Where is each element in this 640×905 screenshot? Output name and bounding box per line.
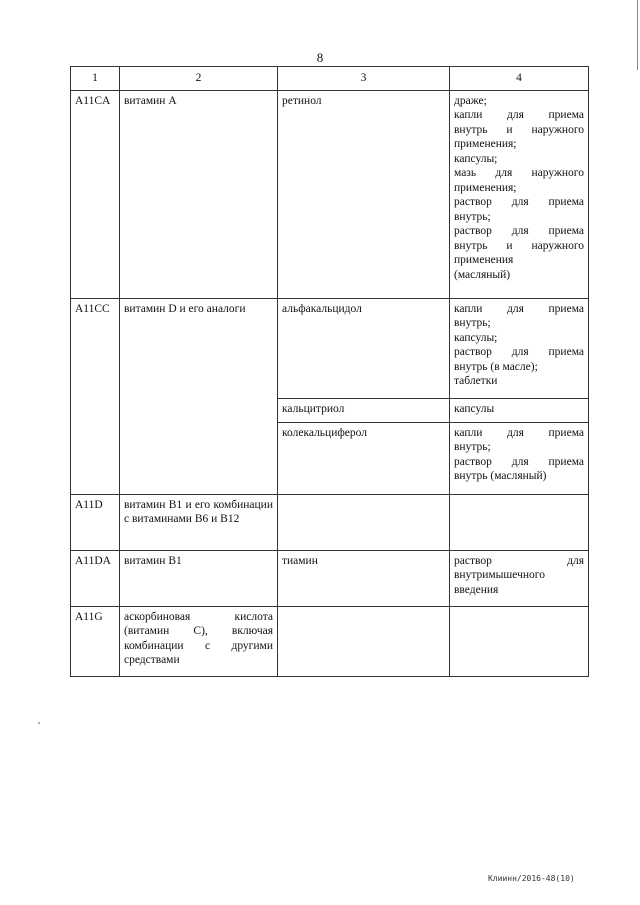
dosage-form-line: раствор для приема [454, 225, 584, 237]
table-row [71, 550, 589, 606]
dosage-form-line: раствор для [454, 554, 584, 567]
atc-code: A11D [71, 494, 120, 550]
dosage-form-line: внутрь (в масле); [454, 360, 538, 373]
dosage-form-line: капсулы [454, 402, 495, 415]
dosage-form-line: капли для приема [454, 426, 584, 439]
table-row [71, 494, 589, 550]
scan-speck [38, 722, 40, 724]
anatomical-group: витамин D и его аналоги [120, 298, 278, 494]
substance-name: тиамин [278, 550, 450, 606]
dosage-forms [450, 550, 589, 606]
dosage-form-line: внутрь (масляный) [454, 470, 547, 482]
dosage-forms [450, 90, 589, 298]
dosage-form-line: внутрь; [454, 210, 491, 223]
dosage-form-line: раствор для приема [454, 346, 584, 358]
table-header-row [71, 67, 589, 91]
substance-name [278, 494, 450, 550]
anatomical-group: витамин А [120, 90, 278, 298]
table-row [71, 606, 589, 676]
dosage-form-line: драже; [454, 94, 487, 107]
dosage-form-line: капсулы; [454, 331, 498, 344]
column-header-4: 4 [450, 67, 589, 91]
substance-name: альфакальцидол [278, 298, 450, 398]
dosage-form-line: раствор для приема [454, 455, 584, 468]
dosage-form-line: применения [454, 254, 514, 266]
substance-name: ретинол [278, 90, 450, 298]
dosage-form-line: капсулы; [454, 152, 498, 165]
dosage-forms [450, 298, 589, 398]
substance-name [278, 606, 450, 676]
dosage-form-line: применения; [454, 138, 517, 150]
anatomical-group: аскорбиновая кислота (витамин С), включая комбинации с другими средствами [120, 606, 278, 676]
dosage-form-line: (масляный) [454, 268, 511, 281]
table-row [71, 90, 589, 298]
atc-code: A11CC [71, 298, 120, 494]
dosage-form-line: капли для приема [454, 302, 584, 315]
dosage-form-line: капли для приема [454, 109, 584, 121]
dosage-form-line: применения; [454, 181, 517, 194]
dosage-form-line: введения [454, 583, 499, 596]
dosage-forms [450, 494, 589, 550]
dosage-form-line: внутрь; [454, 441, 491, 453]
atc-code: A11G [71, 606, 120, 676]
anatomical-group: витамин В1 и его комбинации с витаминами В6 и В12 [120, 494, 278, 550]
dosage-form-line: мазь для наружного [454, 167, 584, 179]
dosage-forms [450, 422, 589, 494]
dosage-form-line: внутримышечного [454, 569, 545, 581]
dosage-form-line: внутрь и наружного [454, 239, 584, 252]
anatomical-group: витамин В1 [120, 550, 278, 606]
drug-classification-table [70, 66, 589, 677]
page-number: 8 [316, 50, 324, 65]
substance-name: колекальциферол [278, 422, 450, 494]
column-header-3: 3 [278, 67, 450, 91]
dosage-forms [450, 606, 589, 676]
dosage-form-line: раствор для приема [454, 196, 584, 208]
atc-code: A11CA [71, 90, 120, 298]
table-row [71, 298, 589, 398]
dosage-form-line: внутрь; [454, 317, 491, 329]
document-footer-code: Клиинн/2016-48(10) [488, 874, 575, 883]
substance-name: кальцитриол [278, 398, 450, 422]
column-header-1: 1 [71, 67, 120, 91]
dosage-form-line: внутрь и наружного [454, 123, 584, 136]
column-header-2: 2 [120, 67, 278, 91]
atc-code: A11DA [71, 550, 120, 606]
dosage-forms [450, 398, 589, 422]
dosage-form-line: таблетки [454, 375, 498, 387]
